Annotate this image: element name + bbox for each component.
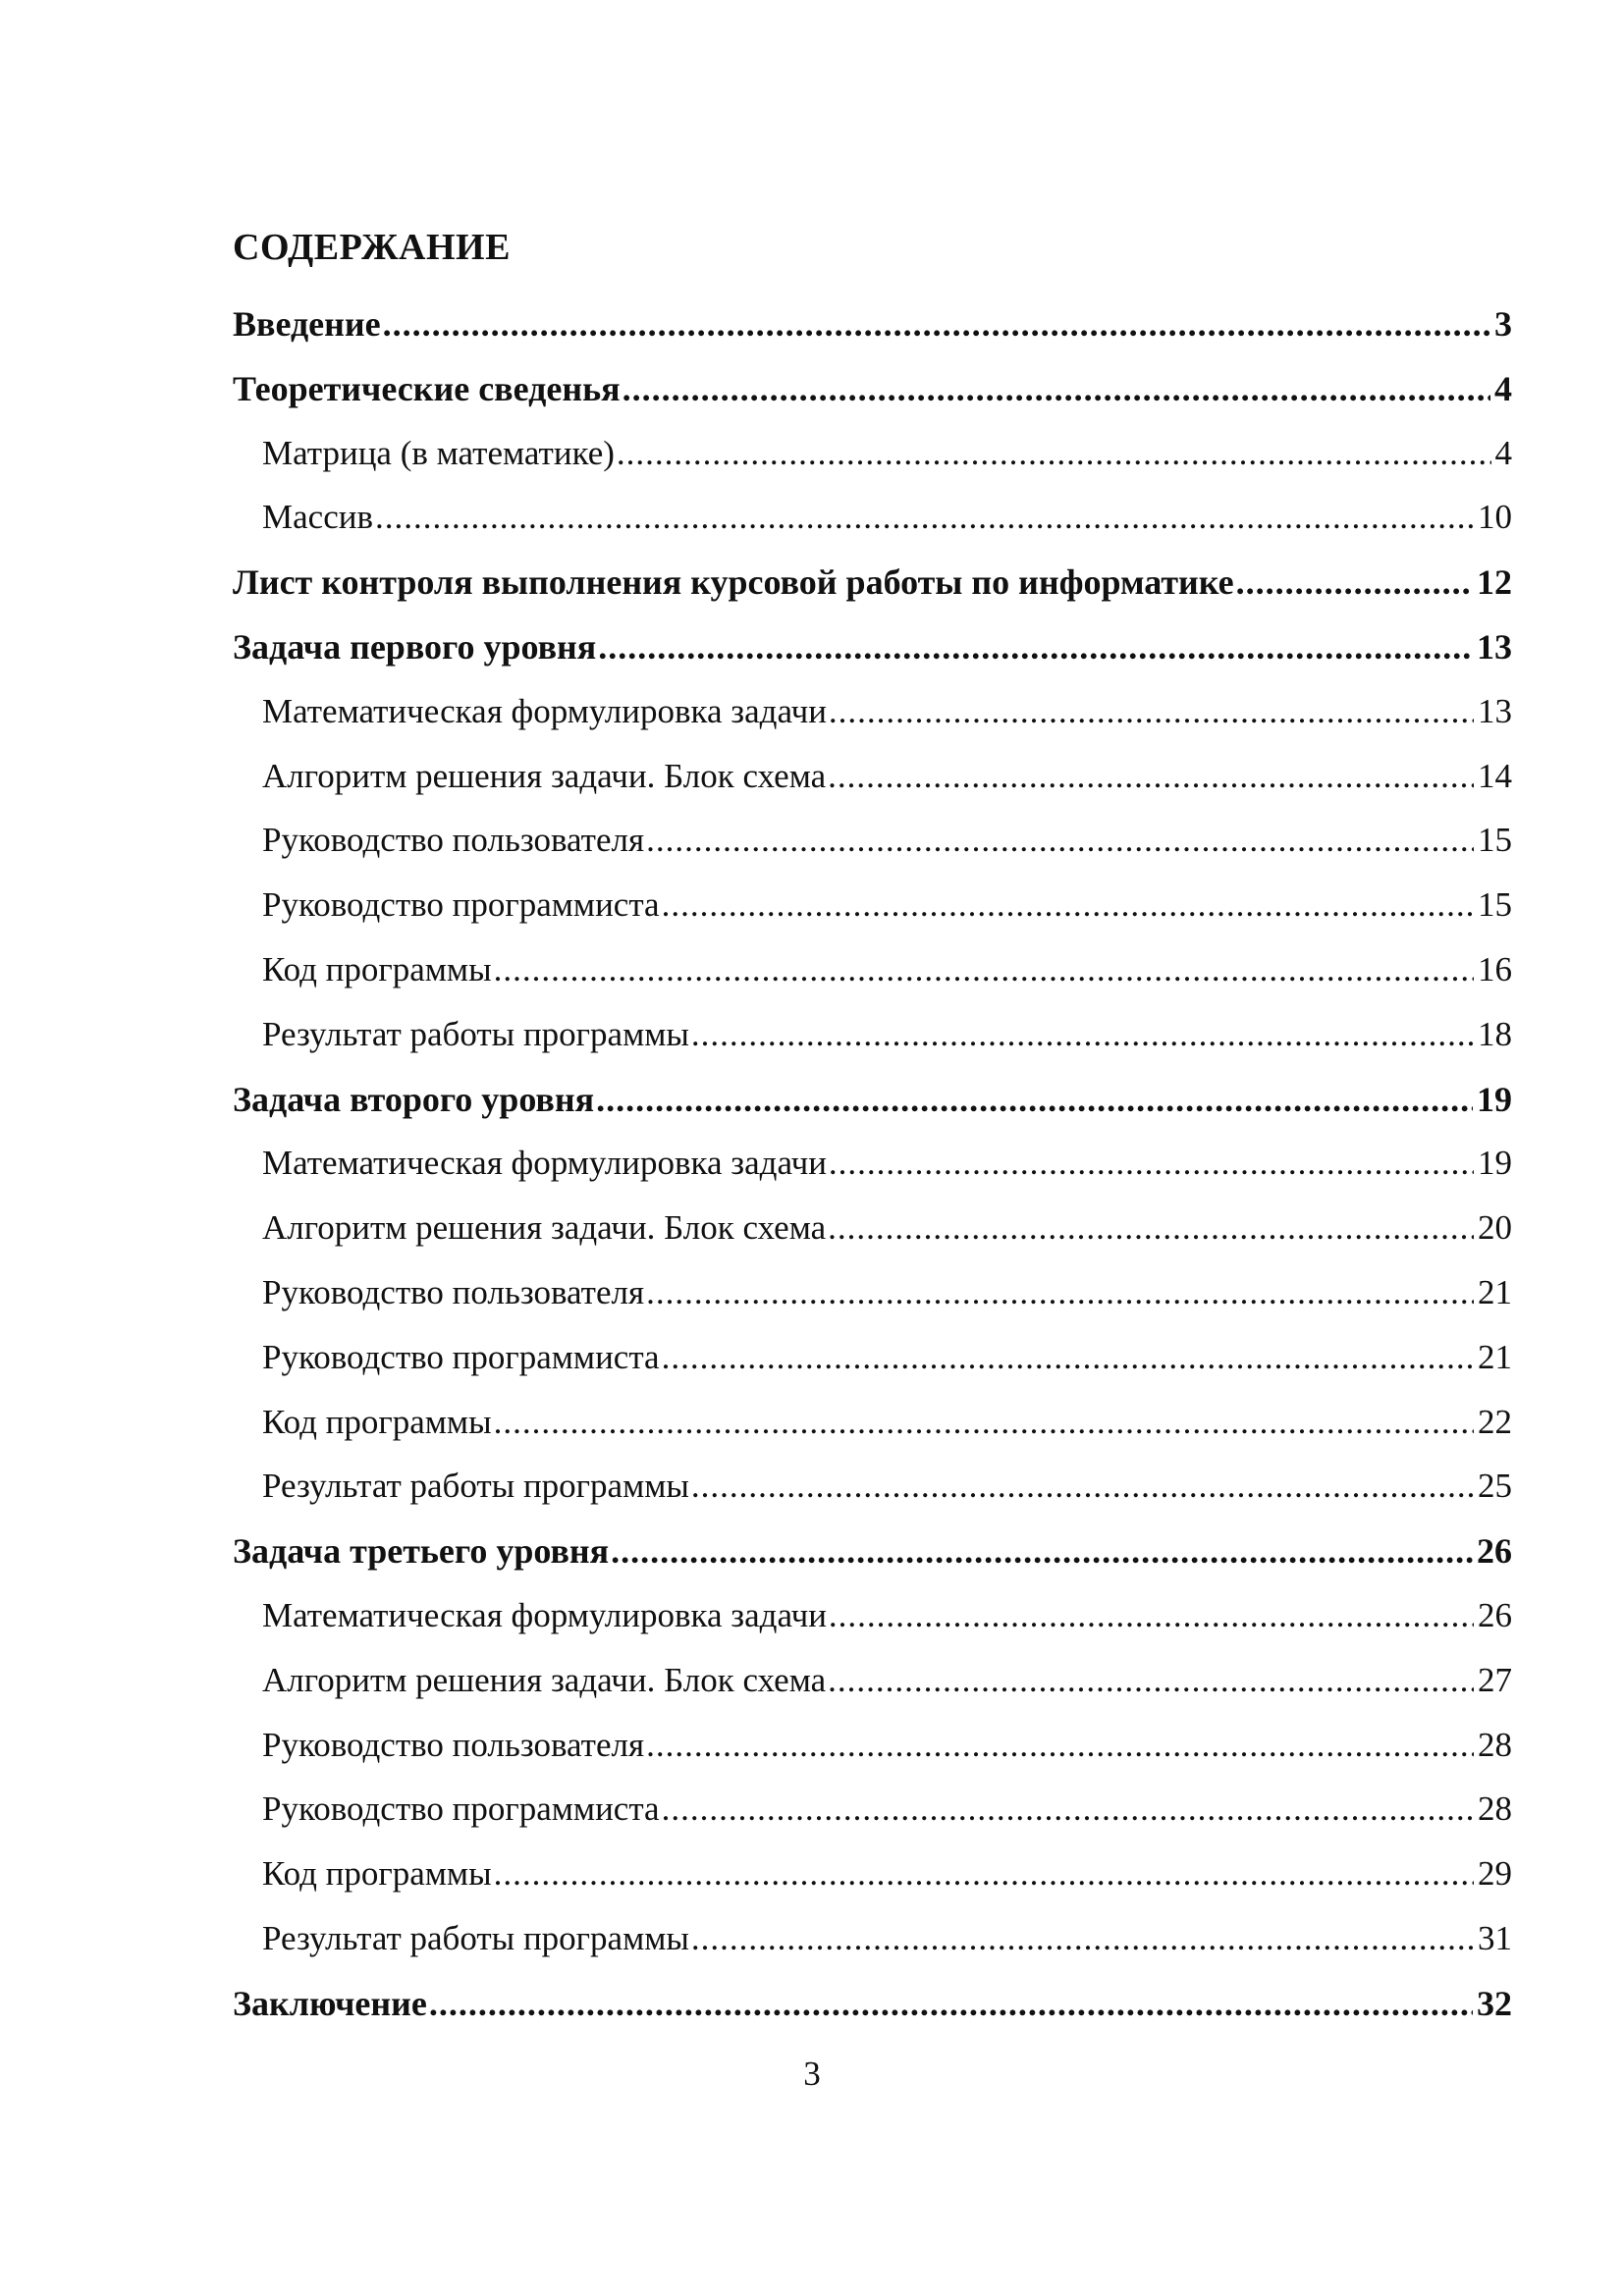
toc-dot-leader [662, 1780, 1474, 1839]
page-number: 3 [803, 2055, 821, 2093]
toc-entry-subsection[interactable] [233, 1134, 1512, 1199]
toc-dot-leader [598, 617, 1473, 676]
toc-entry-label: Массив [262, 498, 373, 537]
toc-dot-leader [375, 488, 1474, 547]
toc-entry-subsection[interactable] [233, 1393, 1512, 1458]
toc-entry-label: Алгоритм решения задачи. Блок схема [262, 1208, 827, 1248]
toc-entry-label: Руководство пользователя [262, 821, 645, 860]
toc-dot-leader [383, 294, 1490, 353]
toc-entry-page-number: 12 [1477, 562, 1512, 603]
toc-entry-subsection[interactable] [233, 1328, 1512, 1393]
toc-entry-page-number: 22 [1478, 1402, 1512, 1441]
toc-entry-label: Математическая формулировка задачи [262, 1595, 827, 1634]
toc-entry-subsection[interactable] [233, 1586, 1512, 1651]
toc-entry-page-number: 16 [1478, 949, 1512, 988]
toc-entry-subsection[interactable] [233, 811, 1512, 876]
toc-entry-label: Задача первого уровня [233, 626, 597, 667]
toc-dot-leader [829, 682, 1474, 741]
toc-entry-page-number: 21 [1478, 1337, 1512, 1376]
toc-entry-label: Руководство программиста [262, 1337, 660, 1376]
toc-entry-subsection[interactable] [233, 940, 1512, 1005]
toc-entry-subsection[interactable] [233, 1199, 1512, 1263]
toc-dot-leader [829, 1586, 1474, 1645]
toc-entry-page-number: 15 [1478, 821, 1512, 860]
toc-entry-label: Задача третьего уровня [233, 1531, 610, 1572]
toc-entry-page-number: 26 [1478, 1595, 1512, 1634]
toc-dot-leader [494, 940, 1474, 999]
toc-entry-page-number: 13 [1477, 626, 1512, 667]
toc-entry-page-number: 19 [1478, 1144, 1512, 1183]
toc-dot-leader [662, 1328, 1474, 1387]
toc-dot-leader [828, 747, 1474, 806]
toc-dot-leader [691, 1005, 1474, 1064]
toc-entry-subsection[interactable] [233, 1005, 1512, 1070]
toc-entry-subsection[interactable] [233, 1263, 1512, 1328]
toc-entry-page-number: 3 [1494, 304, 1512, 344]
toc-entry-subsection[interactable] [233, 1844, 1512, 1909]
toc-entry-subsection[interactable] [233, 488, 1512, 553]
toc-entry-page-number: 4 [1494, 368, 1512, 408]
toc-dot-leader [623, 359, 1490, 418]
toc-dot-leader [646, 1716, 1474, 1775]
toc-entry-page-number: 21 [1478, 1272, 1512, 1311]
toc-entry-subsection[interactable] [233, 1909, 1512, 1974]
toc-entry-page-number: 27 [1478, 1660, 1512, 1699]
toc-entry-page-number: 18 [1478, 1014, 1512, 1053]
toc-entry-subsection[interactable] [233, 747, 1512, 812]
toc-entry-label: Математическая формулировка задачи [262, 691, 827, 730]
toc-entry-label: Код программы [262, 949, 492, 988]
toc-entry-label: Введение [233, 304, 381, 344]
toc-dot-leader [691, 1909, 1474, 1968]
toc-dot-leader [829, 1134, 1474, 1193]
toc-dot-leader [828, 1651, 1474, 1710]
toc-heading: СОДЕРЖАНИЕ [233, 227, 511, 268]
toc-entry-section[interactable] [233, 553, 1512, 617]
toc-entry-page-number: 15 [1478, 885, 1512, 925]
toc-entry-page-number: 14 [1478, 756, 1512, 795]
toc-dot-leader [828, 1199, 1474, 1257]
toc-entry-label: Задача второго уровня [233, 1079, 595, 1119]
toc-dot-leader [662, 876, 1474, 934]
toc-dot-leader [646, 811, 1474, 870]
toc-entry-label: Результат работы программы [262, 1918, 689, 1957]
toc-entry-page-number: 10 [1478, 498, 1512, 537]
toc-entry-label: Код программы [262, 1854, 492, 1894]
toc-dot-leader [494, 1844, 1474, 1903]
toc-entry-label: Теоретические сведенья [233, 368, 621, 408]
toc-dot-leader [596, 1070, 1473, 1129]
toc-entry-page-number: 28 [1478, 1789, 1512, 1829]
toc-entry-page-number: 29 [1478, 1854, 1512, 1894]
toc-dot-leader [611, 1522, 1473, 1580]
toc-entry-section[interactable] [233, 1522, 1512, 1586]
toc-dot-leader [1236, 553, 1473, 612]
toc-entry-page-number: 20 [1478, 1208, 1512, 1248]
toc-entry-page-number: 26 [1477, 1531, 1512, 1572]
toc-entry-page-number: 28 [1478, 1725, 1512, 1764]
toc-entry-label: Матрица (в математике) [262, 433, 615, 472]
toc-dot-leader [691, 1457, 1474, 1516]
toc-entry-subsection[interactable] [233, 1457, 1512, 1522]
toc-entry-label: Руководство пользователя [262, 1725, 645, 1764]
toc-entry-section[interactable] [233, 294, 1512, 359]
toc-dot-leader [429, 1974, 1473, 2033]
toc-entry-label: Код программы [262, 1402, 492, 1441]
toc-entry-subsection[interactable] [233, 1651, 1512, 1716]
toc-dot-leader [646, 1263, 1474, 1322]
toc-entry-page-number: 4 [1494, 433, 1512, 472]
toc-entry-page-number: 13 [1478, 691, 1512, 730]
toc-entry-label: Руководство программиста [262, 1789, 660, 1829]
toc-entry-label: Результат работы программы [262, 1467, 689, 1506]
toc-dot-leader [494, 1393, 1474, 1452]
toc-entry-label: Математическая формулировка задачи [262, 1144, 827, 1183]
toc-entry-page-number: 19 [1477, 1079, 1512, 1119]
toc-entry-section[interactable] [233, 359, 1512, 424]
toc-entry-page-number: 31 [1478, 1918, 1512, 1957]
toc-entry-label: Руководство пользователя [262, 1272, 645, 1311]
toc-entry-label: Результат работы программы [262, 1014, 689, 1053]
toc-entry-section[interactable] [233, 1070, 1512, 1135]
toc-entry-page-number: 32 [1477, 1983, 1512, 2023]
toc-entry-label: Руководство программиста [262, 885, 660, 925]
toc-entry-subsection[interactable] [233, 424, 1512, 489]
toc-entry-subsection[interactable] [233, 1716, 1512, 1781]
toc-entry-label: Лист контроля выполнения курсовой работы по информатике [233, 562, 1234, 603]
toc-entry-page-number: 25 [1478, 1467, 1512, 1506]
toc-entry-section[interactable] [233, 1974, 1512, 2039]
toc-entry-label: Алгоритм решения задачи. Блок схема [262, 1660, 827, 1699]
table-of-contents [233, 294, 1512, 2039]
toc-entry-subsection[interactable] [233, 1780, 1512, 1844]
toc-entry-subsection[interactable] [233, 682, 1512, 747]
toc-entry-label: Алгоритм решения задачи. Блок схема [262, 756, 827, 795]
toc-dot-leader [617, 424, 1491, 483]
toc-entry-section[interactable] [233, 617, 1512, 682]
toc-entry-label: Заключение [233, 1983, 427, 2023]
toc-entry-subsection[interactable] [233, 876, 1512, 940]
